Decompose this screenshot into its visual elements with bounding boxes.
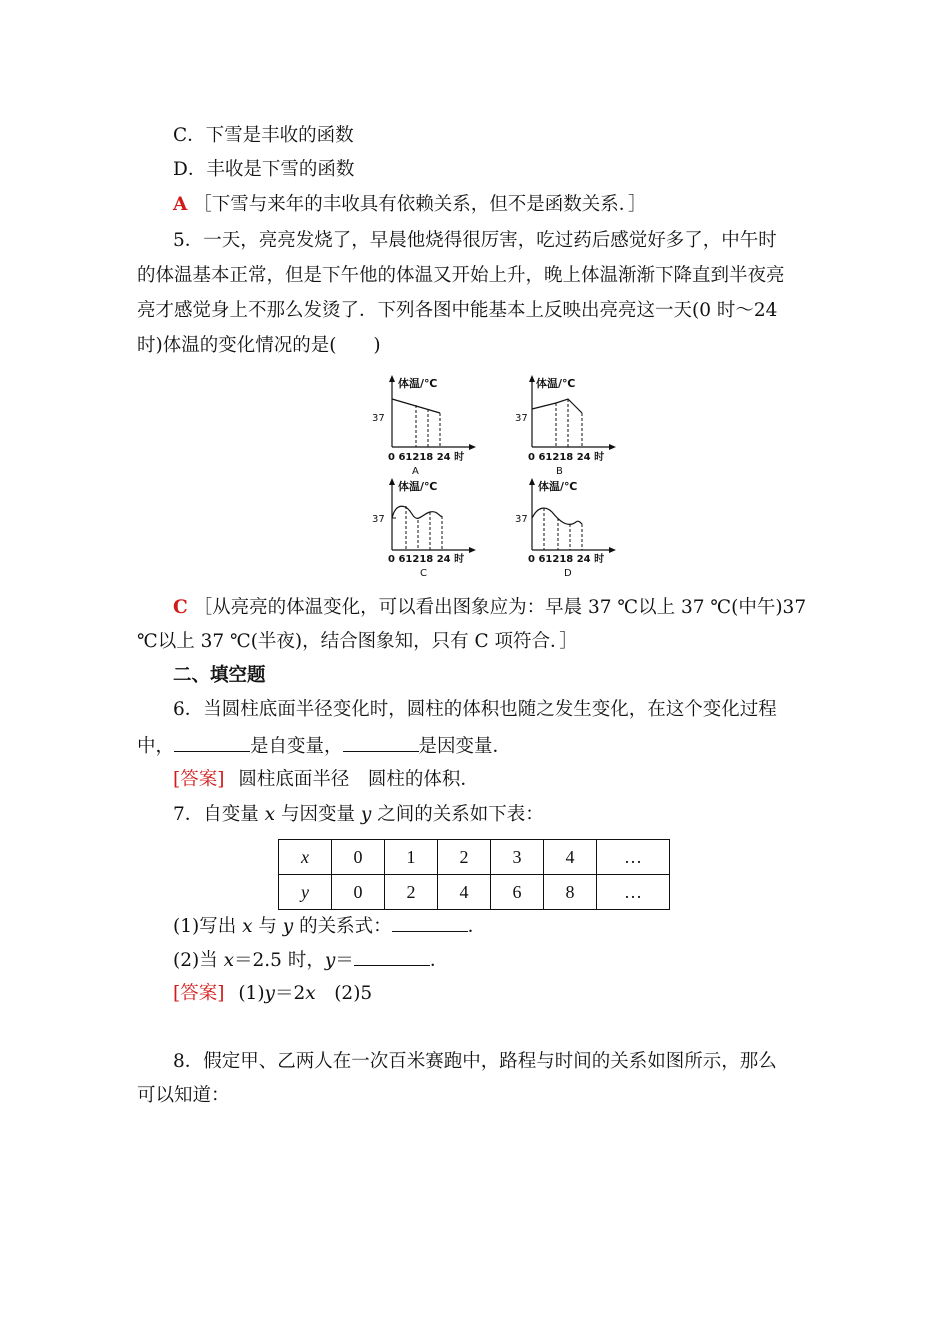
- graph-a-ylabel: 体温/℃: [398, 377, 438, 390]
- graph-a-xticks: 0 61218 24 时: [388, 452, 465, 463]
- table-cell: …: [597, 875, 670, 910]
- section-heading: 二、填空题: [173, 665, 266, 686]
- graph-b-ytick: 37: [515, 413, 528, 424]
- q6-text-b: 是自变量，: [250, 736, 343, 757]
- q6-blank-2[interactable]: [343, 733, 419, 752]
- q7-sub-1: [173, 913, 853, 939]
- q6-answer: [173, 768, 853, 792]
- q7-sub2-text-c: ＝: [335, 950, 354, 971]
- q6-answer-tag: [答案]: [173, 769, 225, 790]
- option-c: C．下雪是丰收的函数: [173, 125, 354, 146]
- table-cell: 8: [544, 875, 597, 910]
- graph-c-ylabel: 体温/℃: [398, 480, 438, 493]
- q7-sub1-text-b: 与: [252, 916, 283, 937]
- q7-sub1-text-a: (1)写出: [173, 916, 243, 937]
- q7-answer-tag: [答案]: [173, 983, 225, 1004]
- q5-answer-line-1: [173, 596, 853, 620]
- q6-text-a: 中，: [137, 736, 175, 757]
- q6-answer-text: 圆柱底面半径 圆柱的体积．: [238, 769, 479, 790]
- table-cell: 0: [332, 875, 385, 910]
- q5-answer-text-1: ［从亮亮的体温变化，可以看出图象应为：早晨 37 ℃以上 37 ℃(中午)37: [193, 597, 807, 618]
- q7-sub1-text-d: ．: [467, 916, 487, 937]
- q7-answer-var-y: y: [264, 983, 275, 1004]
- xy-table: [278, 839, 670, 910]
- table-row: [279, 840, 670, 875]
- table-cell: 4: [544, 840, 597, 875]
- table-cell: …: [597, 840, 670, 875]
- graph-a-label: A: [412, 466, 419, 477]
- q7-text-b: 与因变量: [275, 804, 361, 825]
- option-d: D．丰收是下雪的函数: [173, 159, 355, 180]
- q7-sub1-var-y: y: [282, 916, 294, 937]
- q5-line-4: 时)体温的变化情况的是( ): [137, 335, 381, 356]
- q6-blank-1[interactable]: [174, 733, 250, 752]
- q7-sub2-var-y: y: [324, 950, 336, 971]
- q4-answer-text: ［下雪与来年的丰收具有依赖关系，但不是函数关系．］: [193, 194, 647, 215]
- q7-answer-part-2: ＝2: [275, 983, 306, 1004]
- q5-line-2: 的体温基本正常，但是下午他的体温又开始上升，晚上体温渐渐下降直到半夜亮: [137, 265, 785, 286]
- table-cell: 1: [385, 840, 438, 875]
- q6-line-1: 6．当圆柱底面半径变化时，圆柱的体积也随之发生变化，在这个变化过程: [173, 699, 777, 720]
- q6-line-2: [137, 733, 817, 759]
- table-cell: 6: [491, 875, 544, 910]
- q8-line-1: 8．假定甲、乙两人在一次百米赛跑中，路程与时间的关系如图所示，那么: [173, 1051, 777, 1072]
- q5-answer-letter: C: [173, 597, 188, 618]
- q7-text-c: 之间的关系如下表：: [371, 804, 544, 825]
- q7-var-y: y: [360, 804, 372, 825]
- table-cell: y: [279, 875, 332, 910]
- graph-c-label: C: [420, 568, 427, 579]
- graph-b-ylabel: 体温/℃: [536, 377, 576, 390]
- graph-d-ylabel: 体温/℃: [538, 480, 578, 493]
- table-cell: 2: [385, 875, 438, 910]
- q7-var-x: x: [264, 804, 276, 825]
- graph-d-label: D: [564, 568, 572, 579]
- q7-sub1-blank[interactable]: [392, 913, 468, 932]
- graph-c: [368, 476, 478, 586]
- q7-sub2-text-b: ＝2.5 时，: [234, 950, 325, 971]
- graph-d: [512, 476, 622, 586]
- graph-d-xticks: 0 61218 24 时: [528, 554, 605, 565]
- table-cell: x: [279, 840, 332, 875]
- graph-a-ytick: 37: [372, 413, 385, 424]
- q7-answer-var-x: x: [305, 983, 316, 1004]
- q4-answer-letter: A: [173, 194, 188, 215]
- graph-a: [368, 373, 478, 483]
- table-cell: 4: [438, 875, 491, 910]
- q7-answer-part-3: (2)5: [315, 983, 373, 1004]
- graph-c-xticks: 0 61218 24 时: [388, 554, 465, 565]
- q5-line-3: 亮才感觉身上不那么发烫了．下列各图中能基本上反映出亮亮这一天(0 时～24: [137, 300, 778, 321]
- graph-b: [512, 373, 622, 483]
- table-cell: 3: [491, 840, 544, 875]
- table-cell: 0: [332, 840, 385, 875]
- q5-answer-line-2: ℃以上 37 ℃(半夜)，结合图象知，只有 C 项符合．］: [137, 631, 578, 652]
- q7-sub2-text-d: ．: [429, 950, 449, 971]
- q8-line-2: 可以知道：: [137, 1085, 230, 1106]
- graph-d-ytick: 37: [515, 514, 528, 525]
- graph-b-xticks: 0 61218 24 时: [528, 452, 605, 463]
- q7-sub2-blank[interactable]: [354, 947, 430, 966]
- q4-answer: [173, 193, 853, 217]
- graph-b-label: B: [556, 466, 563, 477]
- table-row: [279, 875, 670, 910]
- q7-sub2-var-x: x: [223, 950, 235, 971]
- q7-line-1: [173, 803, 853, 827]
- q7-sub2-text-a: (2)当: [173, 950, 224, 971]
- q7-answer-part-1: (1): [238, 983, 265, 1004]
- graph-c-ytick: 37: [372, 514, 385, 525]
- q5-line-1: 5．一天，亮亮发烧了，早晨他烧得很厉害，吃过药后感觉好多了，中午时: [173, 230, 777, 251]
- q7-sub1-var-x: x: [242, 916, 253, 937]
- table-cell: 2: [438, 840, 491, 875]
- q7-text-a: 7．自变量: [173, 804, 265, 825]
- q7-answer: [173, 982, 853, 1006]
- q6-text-c: 是因变量．: [418, 736, 512, 757]
- q7-sub1-text-c: 的关系式：: [293, 916, 392, 937]
- q7-sub-2: [173, 947, 853, 973]
